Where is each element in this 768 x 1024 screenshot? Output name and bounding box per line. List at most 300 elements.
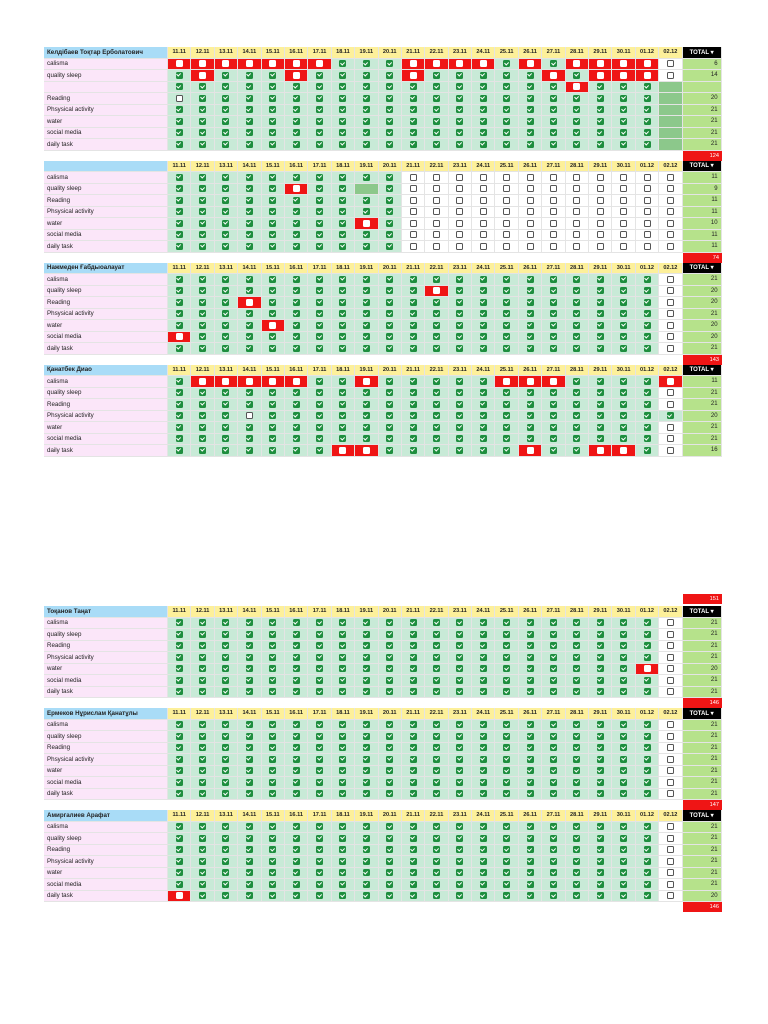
checked-checkbox-cell[interactable] [542, 297, 565, 309]
checkbox-checked-icon[interactable] [433, 389, 440, 396]
checked-checkbox-cell[interactable] [285, 241, 308, 253]
checked-checkbox-cell[interactable] [612, 731, 635, 743]
checkbox-checked-icon[interactable] [339, 756, 346, 763]
unchecked-checkbox-cell[interactable] [636, 207, 659, 219]
checkbox-checked-icon[interactable] [503, 631, 510, 638]
checkbox-checked-icon[interactable] [222, 744, 229, 751]
unchecked-checkbox-cell[interactable] [612, 195, 635, 207]
missed-checkbox-cell[interactable] [612, 70, 635, 82]
checkbox-checked-icon[interactable] [503, 823, 510, 830]
checked-checkbox-cell[interactable] [402, 687, 425, 699]
checked-checkbox-cell[interactable] [238, 687, 261, 699]
checked-checkbox-cell[interactable] [215, 195, 238, 207]
checked-checkbox-cell[interactable] [566, 411, 589, 423]
checked-checkbox-cell[interactable] [636, 105, 659, 117]
checked-checkbox-cell[interactable] [262, 891, 285, 903]
checkbox-checked-icon[interactable] [386, 276, 393, 283]
checked-checkbox-cell[interactable] [355, 720, 378, 732]
checkbox-checked-icon[interactable] [363, 129, 370, 136]
checkbox-checked-icon[interactable] [597, 733, 604, 740]
checked-checkbox-cell[interactable] [612, 105, 635, 117]
checkbox-checked-icon[interactable] [410, 345, 417, 352]
checkbox-checked-icon[interactable] [269, 767, 276, 774]
checked-checkbox-cell[interactable] [191, 856, 214, 868]
checked-checkbox-cell[interactable] [262, 274, 285, 286]
checkbox-checked-icon[interactable] [550, 118, 557, 125]
checkbox-checked-icon[interactable] [269, 287, 276, 294]
checkbox-checked-icon[interactable] [222, 677, 229, 684]
unchecked-checkbox-cell[interactable] [402, 230, 425, 242]
checked-checkbox-cell[interactable] [449, 286, 472, 298]
checked-checkbox-cell[interactable] [308, 822, 331, 834]
checkbox-checked-icon[interactable] [527, 389, 534, 396]
checked-checkbox-cell[interactable] [402, 376, 425, 388]
checkbox-empty-icon[interactable] [222, 60, 229, 67]
checkbox-checked-icon[interactable] [363, 72, 370, 79]
checked-checkbox-cell[interactable] [472, 422, 495, 434]
checked-checkbox-cell[interactable] [449, 70, 472, 82]
checked-checkbox-cell[interactable] [355, 434, 378, 446]
checked-checkbox-cell[interactable] [285, 434, 308, 446]
unchecked-checkbox-cell[interactable] [566, 184, 589, 196]
checked-checkbox-cell[interactable] [425, 618, 448, 630]
checked-checkbox-cell[interactable] [332, 629, 355, 641]
checkbox-checked-icon[interactable] [503, 129, 510, 136]
unchecked-checkbox-cell[interactable] [659, 754, 682, 766]
checked-checkbox-cell[interactable] [262, 766, 285, 778]
checked-checkbox-cell[interactable] [308, 320, 331, 332]
checkbox-empty-icon[interactable] [597, 72, 604, 79]
checked-checkbox-cell[interactable] [332, 105, 355, 117]
checked-checkbox-cell[interactable] [379, 218, 402, 230]
checkbox-checked-icon[interactable] [480, 447, 487, 454]
checkbox-checked-icon[interactable] [597, 299, 604, 306]
checkbox-checked-icon[interactable] [363, 174, 370, 181]
checkbox-checked-icon[interactable] [456, 118, 463, 125]
checkbox-checked-icon[interactable] [222, 129, 229, 136]
checkbox-checked-icon[interactable] [293, 424, 300, 431]
checkbox-checked-icon[interactable] [644, 881, 651, 888]
checked-checkbox-cell[interactable] [191, 207, 214, 219]
checkbox-checked-icon[interactable] [386, 721, 393, 728]
checkbox-empty-icon[interactable] [199, 60, 206, 67]
checkbox-checked-icon[interactable] [456, 677, 463, 684]
checkbox-checked-icon[interactable] [339, 276, 346, 283]
checked-checkbox-cell[interactable] [636, 754, 659, 766]
checked-checkbox-cell[interactable] [262, 445, 285, 457]
checkbox-checked-icon[interactable] [410, 95, 417, 102]
checked-checkbox-cell[interactable] [402, 343, 425, 355]
missed-checkbox-cell[interactable] [262, 376, 285, 388]
unchecked-checkbox-cell[interactable] [659, 286, 682, 298]
checkbox-checked-icon[interactable] [503, 435, 510, 442]
checkbox-checked-icon[interactable] [527, 287, 534, 294]
unchecked-checkbox-cell[interactable] [636, 172, 659, 184]
checkbox-empty-icon[interactable] [293, 72, 300, 79]
checked-checkbox-cell[interactable] [542, 629, 565, 641]
unchecked-checkbox-cell[interactable] [402, 241, 425, 253]
checked-checkbox-cell[interactable] [238, 879, 261, 891]
checked-checkbox-cell[interactable] [308, 891, 331, 903]
checked-checkbox-cell[interactable] [636, 434, 659, 446]
checkbox-checked-icon[interactable] [573, 276, 580, 283]
checked-checkbox-cell[interactable] [542, 59, 565, 71]
missed-checkbox-cell[interactable] [285, 70, 308, 82]
unchecked-checkbox-cell[interactable] [425, 241, 448, 253]
checked-checkbox-cell[interactable] [425, 777, 448, 789]
checkbox-checked-icon[interactable] [199, 767, 206, 774]
checkbox-checked-icon[interactable] [222, 310, 229, 317]
checked-checkbox-cell[interactable] [542, 399, 565, 411]
checkbox-checked-icon[interactable] [386, 733, 393, 740]
checkbox-checked-icon[interactable] [503, 310, 510, 317]
checkbox-checked-icon[interactable] [620, 287, 627, 294]
checkbox-checked-icon[interactable] [527, 677, 534, 684]
checkbox-checked-icon[interactable] [573, 756, 580, 763]
checkbox-checked-icon[interactable] [573, 790, 580, 797]
checkbox-checked-icon[interactable] [503, 299, 510, 306]
checkbox-checked-icon[interactable] [597, 333, 604, 340]
checkbox-empty-icon[interactable] [410, 185, 417, 192]
checkbox-checked-icon[interactable] [597, 721, 604, 728]
checked-checkbox-cell[interactable] [449, 845, 472, 857]
missed-checkbox-cell[interactable] [285, 59, 308, 71]
checked-checkbox-cell[interactable] [355, 731, 378, 743]
missed-checkbox-cell[interactable] [449, 59, 472, 71]
checkbox-checked-icon[interactable] [644, 744, 651, 751]
checked-checkbox-cell[interactable] [519, 434, 542, 446]
checkbox-checked-icon[interactable] [644, 447, 651, 454]
checkbox-checked-icon[interactable] [644, 412, 651, 419]
checkbox-checked-icon[interactable] [480, 287, 487, 294]
unchecked-checkbox-cell[interactable] [495, 230, 518, 242]
checked-checkbox-cell[interactable] [449, 868, 472, 880]
checkbox-checked-icon[interactable] [339, 688, 346, 695]
checked-checkbox-cell[interactable] [215, 777, 238, 789]
checked-checkbox-cell[interactable] [519, 82, 542, 94]
checked-checkbox-cell[interactable] [589, 139, 612, 151]
checkbox-empty-icon[interactable] [410, 72, 417, 79]
checkbox-checked-icon[interactable] [597, 412, 604, 419]
checked-checkbox-cell[interactable] [355, 105, 378, 117]
checked-checkbox-cell[interactable] [355, 343, 378, 355]
checkbox-checked-icon[interactable] [573, 869, 580, 876]
checked-checkbox-cell[interactable] [262, 184, 285, 196]
checkbox-checked-icon[interactable] [550, 345, 557, 352]
checkbox-checked-icon[interactable] [246, 767, 253, 774]
checked-checkbox-cell[interactable] [332, 675, 355, 687]
checkbox-checked-icon[interactable] [620, 677, 627, 684]
checked-checkbox-cell[interactable] [449, 641, 472, 653]
checked-checkbox-cell[interactable] [308, 332, 331, 344]
checked-checkbox-cell[interactable] [519, 868, 542, 880]
checked-checkbox-cell[interactable] [262, 297, 285, 309]
checkbox-checked-icon[interactable] [456, 744, 463, 751]
checkbox-checked-icon[interactable] [573, 401, 580, 408]
checkbox-checked-icon[interactable] [316, 835, 323, 842]
checkbox-checked-icon[interactable] [644, 767, 651, 774]
checked-checkbox-cell[interactable] [308, 388, 331, 400]
checkbox-checked-icon[interactable] [222, 141, 229, 148]
checked-checkbox-cell[interactable] [519, 754, 542, 766]
checkbox-empty-icon[interactable] [456, 220, 463, 227]
checked-checkbox-cell[interactable] [332, 332, 355, 344]
unchecked-checkbox-cell[interactable] [589, 207, 612, 219]
checked-checkbox-cell[interactable] [215, 641, 238, 653]
checkbox-checked-icon[interactable] [456, 333, 463, 340]
checked-checkbox-cell[interactable] [238, 891, 261, 903]
checkbox-checked-icon[interactable] [433, 790, 440, 797]
checkbox-checked-icon[interactable] [597, 846, 604, 853]
checkbox-checked-icon[interactable] [246, 677, 253, 684]
checked-checkbox-cell[interactable] [449, 139, 472, 151]
checkbox-checked-icon[interactable] [363, 721, 370, 728]
checked-checkbox-cell[interactable] [495, 411, 518, 423]
checkbox-checked-icon[interactable] [316, 141, 323, 148]
checkbox-checked-icon[interactable] [176, 208, 183, 215]
checkbox-checked-icon[interactable] [527, 892, 534, 899]
checked-checkbox-cell[interactable] [636, 845, 659, 857]
checkbox-checked-icon[interactable] [293, 310, 300, 317]
checked-checkbox-cell[interactable] [285, 652, 308, 664]
checkbox-checked-icon[interactable] [339, 823, 346, 830]
missed-checkbox-cell[interactable] [215, 59, 238, 71]
unchecked-checkbox-cell[interactable] [449, 241, 472, 253]
checked-checkbox-cell[interactable] [449, 274, 472, 286]
checked-checkbox-cell[interactable] [355, 743, 378, 755]
checkbox-checked-icon[interactable] [269, 869, 276, 876]
checked-checkbox-cell[interactable] [589, 399, 612, 411]
checkbox-checked-icon[interactable] [363, 118, 370, 125]
checked-checkbox-cell[interactable] [262, 105, 285, 117]
checked-checkbox-cell[interactable] [238, 139, 261, 151]
missed-checkbox-cell[interactable] [636, 70, 659, 82]
checkbox-checked-icon[interactable] [176, 231, 183, 238]
checked-checkbox-cell[interactable] [355, 868, 378, 880]
checked-checkbox-cell[interactable] [402, 652, 425, 664]
checked-checkbox-cell[interactable] [262, 286, 285, 298]
checked-checkbox-cell[interactable] [472, 445, 495, 457]
checkbox-checked-icon[interactable] [573, 631, 580, 638]
unchecked-checkbox-cell[interactable] [425, 184, 448, 196]
unchecked-checkbox-cell[interactable] [659, 675, 682, 687]
checked-checkbox-cell[interactable] [612, 720, 635, 732]
checked-checkbox-cell[interactable] [332, 789, 355, 801]
checkbox-checked-icon[interactable] [503, 424, 510, 431]
checkbox-checked-icon[interactable] [433, 141, 440, 148]
unchecked-checkbox-cell[interactable] [449, 184, 472, 196]
checked-checkbox-cell[interactable] [332, 376, 355, 388]
checked-checkbox-cell[interactable] [519, 93, 542, 105]
checkbox-checked-icon[interactable] [573, 835, 580, 842]
checked-checkbox-cell[interactable] [495, 833, 518, 845]
checked-checkbox-cell[interactable] [566, 274, 589, 286]
checked-checkbox-cell[interactable] [238, 720, 261, 732]
checked-checkbox-cell[interactable] [191, 388, 214, 400]
checked-checkbox-cell[interactable] [191, 128, 214, 140]
checked-checkbox-cell[interactable] [355, 116, 378, 128]
checked-checkbox-cell[interactable] [449, 388, 472, 400]
checkbox-checked-icon[interactable] [222, 892, 229, 899]
checkbox-empty-icon[interactable] [176, 333, 183, 340]
checkbox-checked-icon[interactable] [222, 185, 229, 192]
checkbox-checked-icon[interactable] [316, 756, 323, 763]
checkbox-checked-icon[interactable] [550, 642, 557, 649]
checkbox-checked-icon[interactable] [363, 141, 370, 148]
checked-checkbox-cell[interactable] [191, 422, 214, 434]
checkbox-checked-icon[interactable] [573, 665, 580, 672]
checkbox-checked-icon[interactable] [480, 642, 487, 649]
checked-checkbox-cell[interactable] [425, 845, 448, 857]
checked-checkbox-cell[interactable] [191, 822, 214, 834]
checked-checkbox-cell[interactable] [355, 241, 378, 253]
checkbox-checked-icon[interactable] [503, 733, 510, 740]
checkbox-checked-icon[interactable] [316, 129, 323, 136]
checkbox-empty-icon[interactable] [550, 72, 557, 79]
checked-checkbox-cell[interactable] [495, 664, 518, 676]
checkbox-checked-icon[interactable] [293, 846, 300, 853]
checkbox-checked-icon[interactable] [620, 756, 627, 763]
checked-checkbox-cell[interactable] [566, 687, 589, 699]
checked-checkbox-cell[interactable] [285, 720, 308, 732]
missed-checkbox-cell[interactable] [238, 376, 261, 388]
checkbox-checked-icon[interactable] [456, 779, 463, 786]
checkbox-checked-icon[interactable] [269, 881, 276, 888]
checkbox-checked-icon[interactable] [269, 435, 276, 442]
unchecked-checkbox-cell[interactable] [659, 241, 682, 253]
checkbox-checked-icon[interactable] [433, 619, 440, 626]
unchecked-checkbox-cell[interactable] [425, 218, 448, 230]
checked-checkbox-cell[interactable] [589, 833, 612, 845]
checked-checkbox-cell[interactable] [308, 184, 331, 196]
checkbox-checked-icon[interactable] [386, 665, 393, 672]
checkbox-checked-icon[interactable] [550, 677, 557, 684]
checkbox-checked-icon[interactable] [644, 276, 651, 283]
checkbox-checked-icon[interactable] [222, 665, 229, 672]
checkbox-checked-icon[interactable] [503, 835, 510, 842]
checkbox-checked-icon[interactable] [222, 435, 229, 442]
checkbox-checked-icon[interactable] [222, 389, 229, 396]
checked-checkbox-cell[interactable] [589, 105, 612, 117]
checkbox-checked-icon[interactable] [246, 197, 253, 204]
checked-checkbox-cell[interactable] [402, 879, 425, 891]
checkbox-checked-icon[interactable] [386, 231, 393, 238]
checkbox-checked-icon[interactable] [550, 869, 557, 876]
checkbox-checked-icon[interactable] [410, 141, 417, 148]
checked-checkbox-cell[interactable] [238, 172, 261, 184]
checkbox-empty-icon[interactable] [363, 447, 370, 454]
checked-checkbox-cell[interactable] [566, 789, 589, 801]
checkbox-checked-icon[interactable] [644, 823, 651, 830]
checkbox-checked-icon[interactable] [176, 389, 183, 396]
checkbox-empty-icon[interactable] [573, 231, 580, 238]
checkbox-checked-icon[interactable] [339, 846, 346, 853]
checkbox-checked-icon[interactable] [597, 654, 604, 661]
checked-checkbox-cell[interactable] [589, 845, 612, 857]
checkbox-checked-icon[interactable] [597, 790, 604, 797]
checkbox-checked-icon[interactable] [316, 322, 323, 329]
checkbox-empty-icon[interactable] [293, 378, 300, 385]
checkbox-checked-icon[interactable] [410, 892, 417, 899]
checked-checkbox-cell[interactable] [402, 105, 425, 117]
checked-checkbox-cell[interactable] [636, 376, 659, 388]
unchecked-checkbox-cell[interactable] [449, 207, 472, 219]
checked-checkbox-cell[interactable] [355, 82, 378, 94]
checked-checkbox-cell[interactable] [238, 184, 261, 196]
checked-checkbox-cell[interactable] [636, 93, 659, 105]
checked-checkbox-cell[interactable] [495, 641, 518, 653]
checked-checkbox-cell[interactable] [449, 422, 472, 434]
checkbox-checked-icon[interactable] [199, 619, 206, 626]
checked-checkbox-cell[interactable] [566, 445, 589, 457]
checkbox-empty-icon[interactable] [363, 220, 370, 227]
checkbox-empty-icon[interactable] [667, 174, 674, 181]
checked-checkbox-cell[interactable] [191, 105, 214, 117]
checkbox-checked-icon[interactable] [410, 106, 417, 113]
checked-checkbox-cell[interactable] [332, 411, 355, 423]
checkbox-checked-icon[interactable] [246, 892, 253, 899]
checkbox-checked-icon[interactable] [222, 83, 229, 90]
checkbox-checked-icon[interactable] [550, 129, 557, 136]
checked-checkbox-cell[interactable] [285, 309, 308, 321]
checkbox-checked-icon[interactable] [222, 858, 229, 865]
checked-checkbox-cell[interactable] [472, 652, 495, 664]
checked-checkbox-cell[interactable] [308, 641, 331, 653]
checkbox-checked-icon[interactable] [269, 220, 276, 227]
checkbox-empty-icon[interactable] [410, 60, 417, 67]
missed-checkbox-cell[interactable] [566, 82, 589, 94]
checked-checkbox-cell[interactable] [425, 822, 448, 834]
checked-checkbox-cell[interactable] [215, 652, 238, 664]
checkbox-checked-icon[interactable] [199, 345, 206, 352]
checked-checkbox-cell[interactable] [472, 320, 495, 332]
checked-checkbox-cell[interactable] [449, 720, 472, 732]
checked-checkbox-cell[interactable] [285, 343, 308, 355]
checkbox-empty-icon[interactable] [550, 243, 557, 250]
checked-checkbox-cell[interactable] [168, 434, 191, 446]
checked-checkbox-cell[interactable] [215, 618, 238, 630]
checked-checkbox-cell[interactable] [612, 641, 635, 653]
checkbox-checked-icon[interactable] [550, 721, 557, 728]
unchecked-checkbox-cell[interactable] [659, 274, 682, 286]
checkbox-checked-icon[interactable] [410, 767, 417, 774]
checked-checkbox-cell[interactable] [285, 618, 308, 630]
checkbox-checked-icon[interactable] [339, 83, 346, 90]
checked-checkbox-cell[interactable] [379, 856, 402, 868]
checkbox-checked-icon[interactable] [316, 733, 323, 740]
checked-checkbox-cell[interactable] [238, 434, 261, 446]
checked-checkbox-cell[interactable] [495, 891, 518, 903]
checkbox-checked-icon[interactable] [269, 858, 276, 865]
unchecked-checkbox-cell[interactable] [659, 664, 682, 676]
checkbox-checked-icon[interactable] [363, 665, 370, 672]
checked-checkbox-cell[interactable] [285, 766, 308, 778]
checked-checkbox-cell[interactable] [566, 777, 589, 789]
checkbox-empty-icon[interactable] [246, 299, 253, 306]
checked-checkbox-cell[interactable] [379, 687, 402, 699]
checked-checkbox-cell[interactable] [285, 116, 308, 128]
checked-checkbox-cell[interactable] [542, 833, 565, 845]
checkbox-checked-icon[interactable] [386, 243, 393, 250]
checkbox-checked-icon[interactable] [503, 412, 510, 419]
checkbox-checked-icon[interactable] [456, 401, 463, 408]
checkbox-checked-icon[interactable] [644, 721, 651, 728]
checkbox-checked-icon[interactable] [597, 118, 604, 125]
checked-checkbox-cell[interactable] [402, 743, 425, 755]
checkbox-checked-icon[interactable] [550, 858, 557, 865]
unchecked-checkbox-cell[interactable] [636, 184, 659, 196]
checkbox-empty-icon[interactable] [527, 197, 534, 204]
